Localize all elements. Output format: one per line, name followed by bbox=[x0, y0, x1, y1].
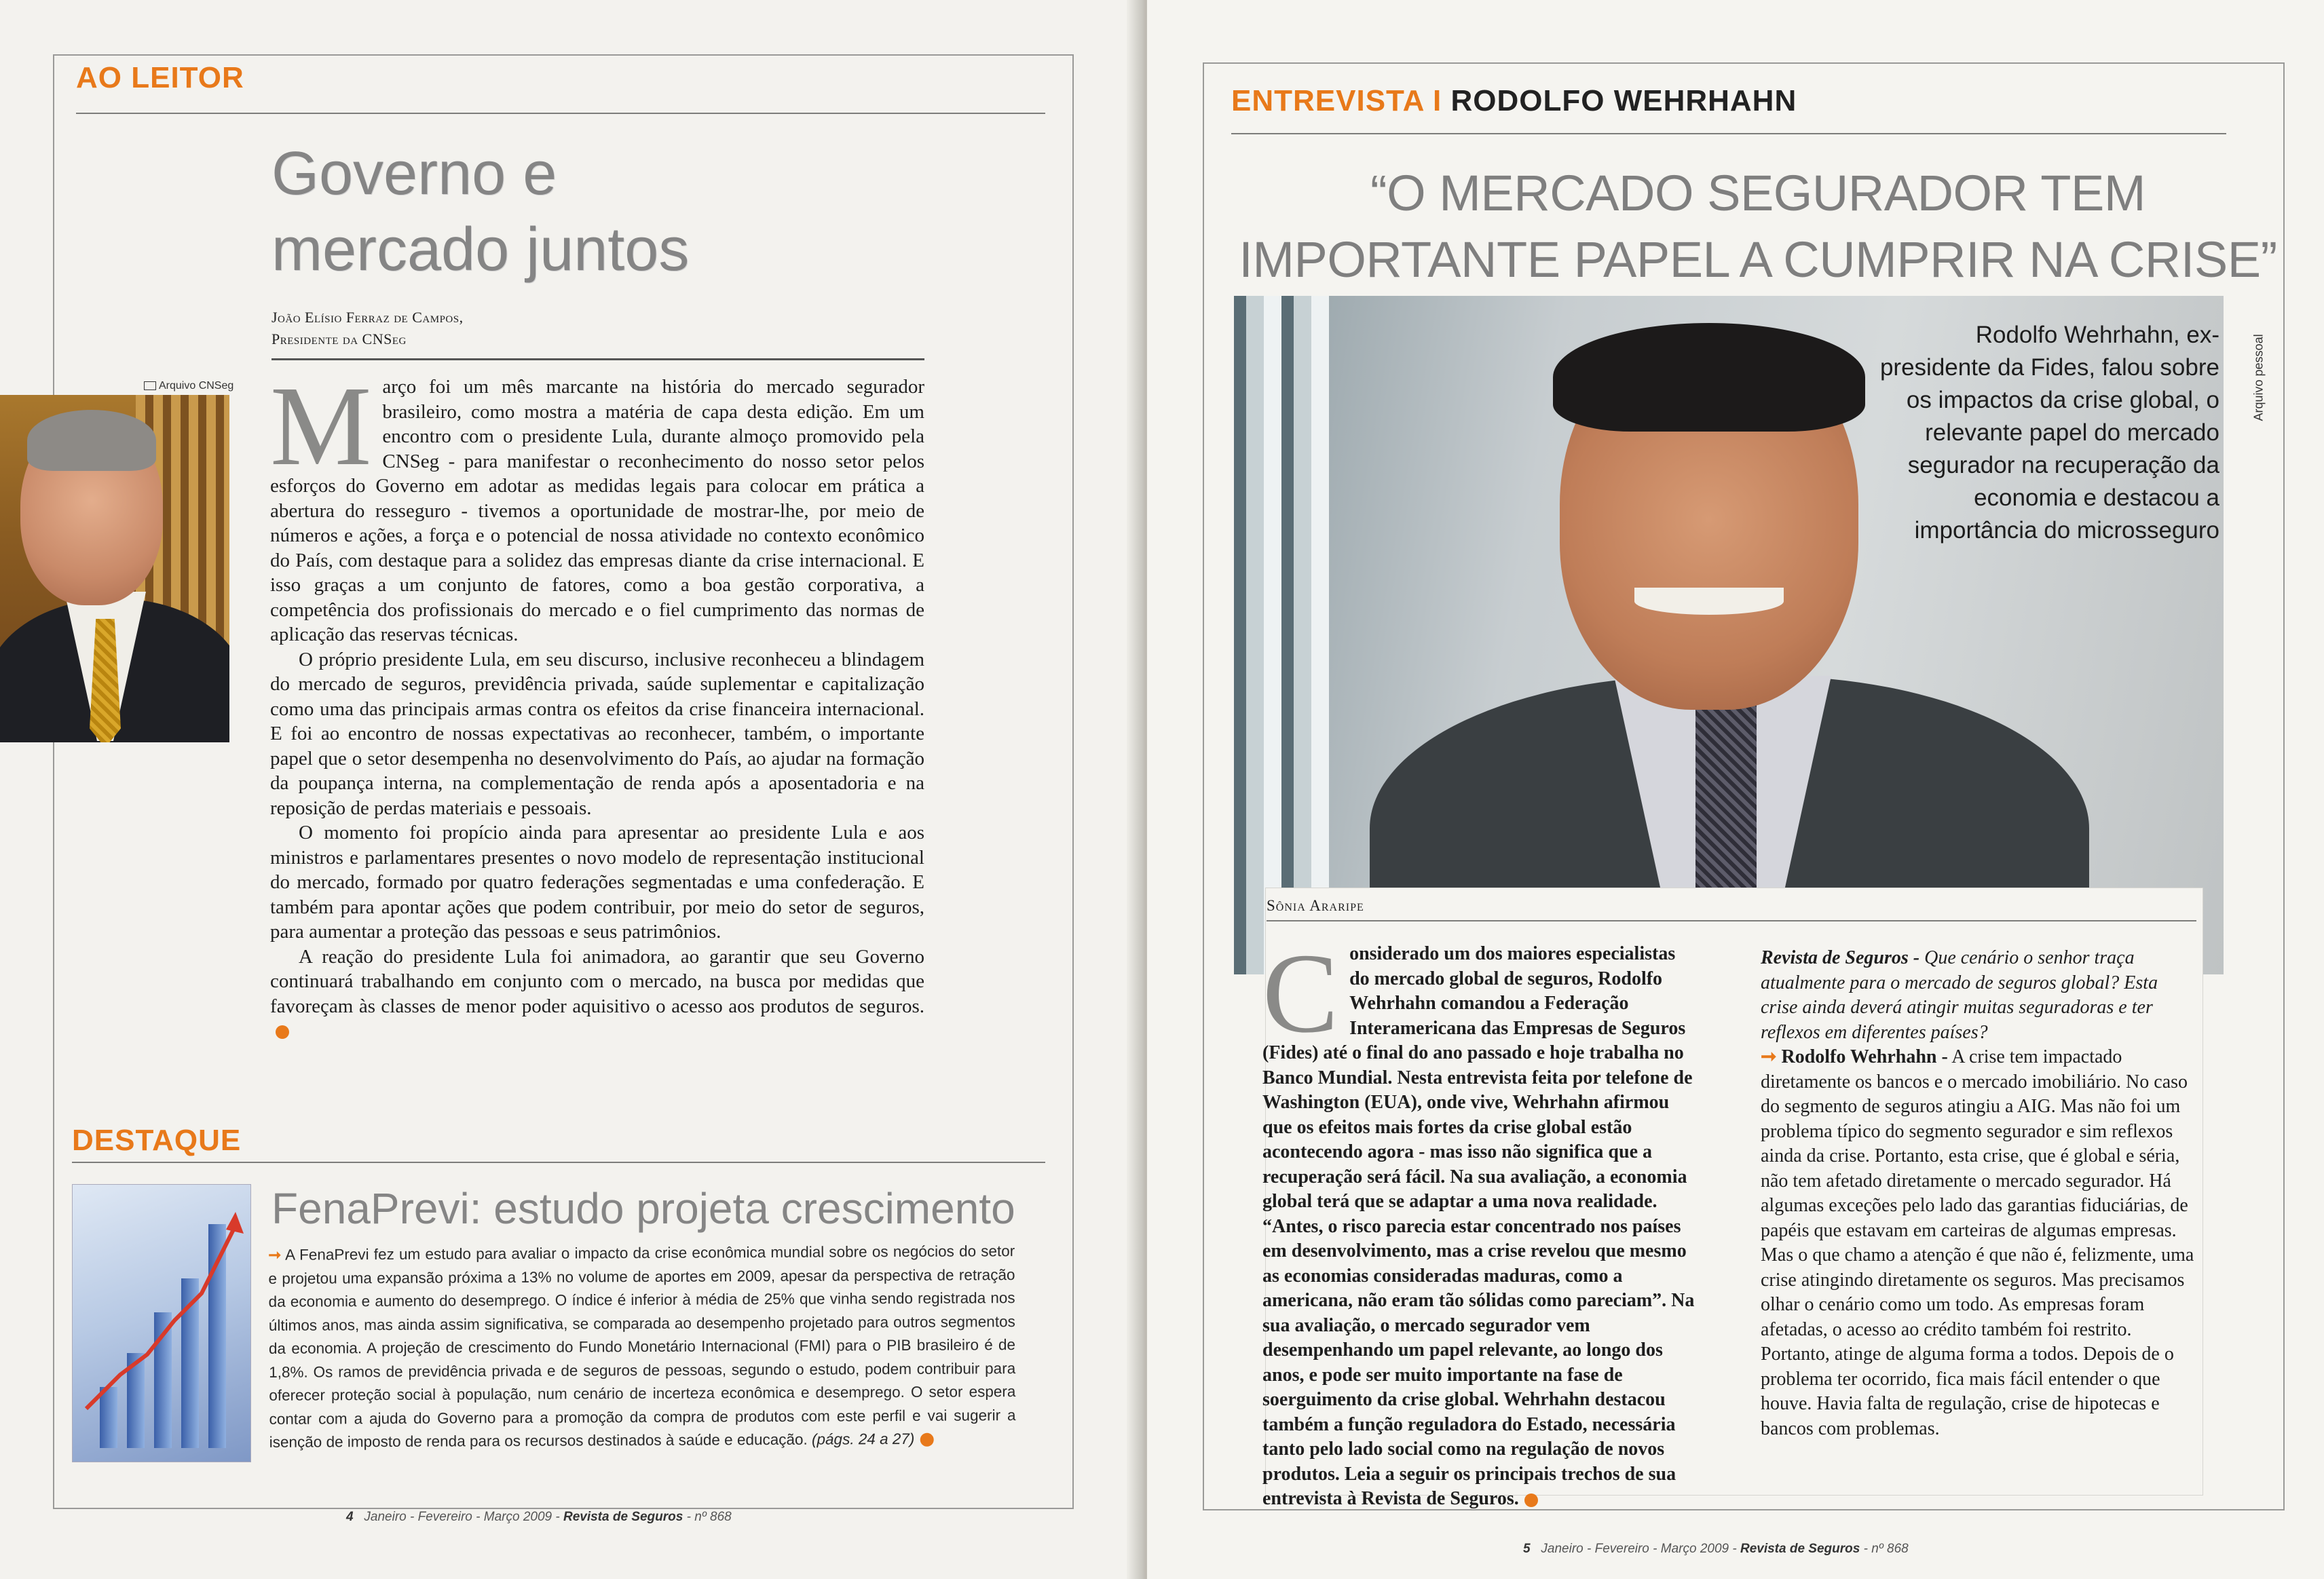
paragraph-3: O momento foi propício ainda para apresentar ao presidente Lula e aos ministros e parlamentares presentes o novo modelo de representação institucional do mercado, formado por quatro federações segmentadas e uma confederação. E também para apontar ações que podem contribuir, por meio do setor de seguros, para aumentar a proteção das pessoas e seus patrimônios. bbox=[270, 822, 924, 943]
article-title-line-1: Governo e bbox=[271, 140, 557, 208]
header-rule bbox=[1231, 133, 2226, 134]
author-role: Presidente da CNSeg bbox=[271, 330, 407, 347]
article-title-line-2: mercado juntos bbox=[271, 216, 690, 284]
section-separator: I bbox=[1433, 84, 1442, 117]
section-label-destaque: DESTAQUE bbox=[72, 1124, 242, 1157]
headline-line-2: IMPORTANTE PAPEL A CUMPRIR NA CRISE” bbox=[1239, 231, 2277, 288]
paragraph-1: Março foi um mês marcante na história do mercado segurador brasileiro, como mostra a matéria de capa desta edição. Em um encontro com o presidente Lula, durante almoço promovido pela CNSeg - para manifestar o reconhecimento do nosso setor pelos esforços do Governo em adotar as medidas legais para colocar em prática a abertura do resseguro - tivemos a oportunidade de mostrar-lhe, por meio de números e ações, a força e o potencial de nossa atividade no contexto econômico do País, com destaque para a solidez das empresas diante da crise internacional. E isso graças a um conjunto de fatores, como a boa gestão corporativa, a competência dos profissionais do mercado e o fiel cumprimento das normas de aplicação das reservas técnicas. bbox=[270, 363, 924, 645]
right-page bbox=[1147, 0, 2324, 1579]
interview-qa bbox=[1761, 946, 2195, 1441]
page-number: 5 bbox=[1523, 1542, 1531, 1556]
section-header bbox=[1231, 84, 1797, 118]
arrow-icon: ➞ bbox=[268, 1246, 282, 1263]
question: Revista de Seguros - Que cenário o senhor traça atualmente para o mercado de seguros global? Esta crise ainda deverá atingir muitas seguradoras e ter reflexos em diferentes países? bbox=[1761, 947, 2158, 1043]
answer-label: Rodolfo Wehrhahn - bbox=[1781, 1046, 1948, 1067]
left-page bbox=[0, 0, 1140, 1579]
question-label: Revista de Seguros - bbox=[1761, 947, 1920, 968]
end-bullet-icon bbox=[1524, 1494, 1538, 1507]
dropcap-c: C bbox=[1262, 930, 1339, 1057]
photo-credit-vertical: Arquivo pessoal bbox=[2251, 334, 2266, 421]
editorial-body bbox=[270, 363, 924, 1044]
byline-rule-right bbox=[1267, 920, 2196, 921]
author-byline bbox=[271, 307, 464, 350]
byline-sonia: Sônia Araripe bbox=[1267, 897, 1364, 914]
section-rule bbox=[76, 113, 1045, 114]
dropcap: M bbox=[270, 363, 372, 489]
destaque-rule bbox=[72, 1162, 1045, 1163]
section-label-entrevista: ENTREVISTA bbox=[1231, 84, 1424, 117]
paragraph-2: O próprio presidente Lula, em seu discurso, inclusive reconheceu a blindagem do mercado de seguros, previdência privada, saúde suplementar e capitalização como uma das principais armas contra os efeitos da crise financeira internacional. E foi ao encontro de nossas expectativas ao reconhecer, também, o importante papel que o setor desempenha no desenvolvimento do País, ao ajudar na formação da poupança interna, na complementação de renda após a aposentadoria e na reposição de perdas materiais e pessoais. bbox=[270, 648, 924, 819]
author-photo bbox=[0, 395, 229, 742]
destaque-page-ref: (págs. 24 a 27) bbox=[811, 1430, 915, 1448]
interviewee-name: RODOLFO WEHRHAHN bbox=[1450, 84, 1797, 117]
left-footer: 4 Janeiro - Fevereiro - Março 2009 - Revista de Seguros - nº 868 bbox=[346, 1510, 732, 1524]
camera-icon bbox=[144, 381, 156, 390]
paragraph-4: A reação do presidente Lula foi animadora, ao garantir que seu Governo continuará trabalhando em conjunto com o mercado, na busca por medidas que favoreçam às classes de menor poder aquisitivo o acesso aos produtos de seguros. bbox=[270, 945, 924, 1044]
headline bbox=[1201, 160, 2314, 293]
page-number: 4 bbox=[346, 1510, 354, 1524]
destaque-body: ➞ A FenaPrevi fez um estudo para avaliar o impacto da crise econômica mundial sobre os negócios do setor e projetou uma expansão próxima a 13% no volume de aportes em 2009, apesar da perspectiva de retração da economia e aumento do desemprego. O índice é inferior à média de 25% que vinha sendo registrada nos últimos anos, mas ainda assim significativa, se comparada ao desempenho projetado para outros segmentos da economia. A projeção de crescimento do Fundo Monetário Internacional (FMI) para o PIB brasileiro é de 1,8%. Os ramos de previdência privada e de seguros de pessoas, segundo o estudo, podem contribuir para oferecer proteção social à população, num cenário de incerteza econômica e desemprego. O setor espera contar com a ajuda do Governo para a promoção da compra de produtos com este perfil e vai sugerir a isenção de imposto de renda para os recursos destinados à saúde e educação. (págs. 24 a 27) bbox=[268, 1242, 1016, 1451]
article-title bbox=[271, 136, 689, 288]
destaque-title: FenaPrevi: estudo projeta crescimento bbox=[271, 1184, 1015, 1233]
answer: ➞ Rodolfo Wehrhahn - A crise tem impactado diretamente os bancos e o mercado imobiliário. No caso do segmento de seguros atingiu a AIG. Mas não foi um problema típico do segmento segurador e sim reflexos ainda da crise. Portanto, esta crise, que é global e séria, não tem afetado diretamente o mercado segurador. Há algumas exceções pelo lado das garantias fiduciárias, de papéis que estavam em carteiras de algumas empresas. Mas o que chamo a atenção é que não é, felizmente, uma crise atingindo diretamente os seguros. Mas precisamos olhar o cenário como um todo. As empresas foram afetadas, o acesso ao crédito também foi restrito. Portanto, atinge de alguma forma a todos. Depois de o problema ter ocorrido, fica mais fácil entender o que houve. Havia falta de regulação, crise de hipotecas e bancos com problemas. bbox=[1761, 1046, 2194, 1439]
trend-arrow-icon bbox=[73, 1185, 250, 1462]
author-name: João Elísio Ferraz de Campos, bbox=[271, 309, 464, 326]
right-footer: 5 Janeiro - Fevereiro - Março 2009 - Revista de Seguros - nº 868 bbox=[1523, 1542, 1909, 1556]
arrow-icon: ➞ bbox=[1761, 1046, 1777, 1067]
end-bullet-icon bbox=[920, 1433, 933, 1447]
destaque-chart-image bbox=[72, 1184, 251, 1462]
end-bullet-icon bbox=[276, 1025, 289, 1039]
headline-line-1: “O MERCADO SEGURADOR TEM bbox=[1370, 165, 2145, 221]
byline-rule bbox=[271, 358, 924, 360]
section-label-ao-leitor: AO LEITOR bbox=[76, 61, 244, 94]
intro-blurb: Rodolfo Wehrhahn, ex-presidente da Fides, falou sobre os impactos da crise global, o relevante papel do mercado segurador na recuperação da economia e destacou a importância do microsseguro bbox=[1879, 322, 2219, 544]
interview-lead: Considerado um dos maiores especialistas do mercado global de seguros, Rodolfo Wehrhahn comandou a Federação Interamericana das Empresas de Seguros (Fides) até o final do ano passado e hoje trabalha no Banco Mundial. Nesta entrevista feita por telefone de Washington (EUA), onde vive, Wehrhahn afirmou que os efeitos mais fortes da crise global estão acontecendo agora - mas isso não significa que a recuperação será fácil. Na sua avaliação, a economia global terá que se adaptar a uma nova realidade. “Antes, o risco parecia estar concentrado nos países em desenvolvimento, mas a crise revelou que mesmo as economias consideradas maduras, como a americana, não eram tão sólidas como pareciam”. Na sua avaliação, o mercado segurador vem desempenhando um papel relevante, ao longo dos anos, e pode ser muito importante na fase de soerguimento da crise global. Wehrhahn destacou também a função reguladora do Estado, necessária tanto pelo lado social como na regulação de novos produtos. Leia a seguir os principais trechos de sua entrevista à Revista de Seguros. bbox=[1262, 930, 1695, 1509]
photo-credit: Arquivo CNSeg bbox=[144, 380, 233, 392]
